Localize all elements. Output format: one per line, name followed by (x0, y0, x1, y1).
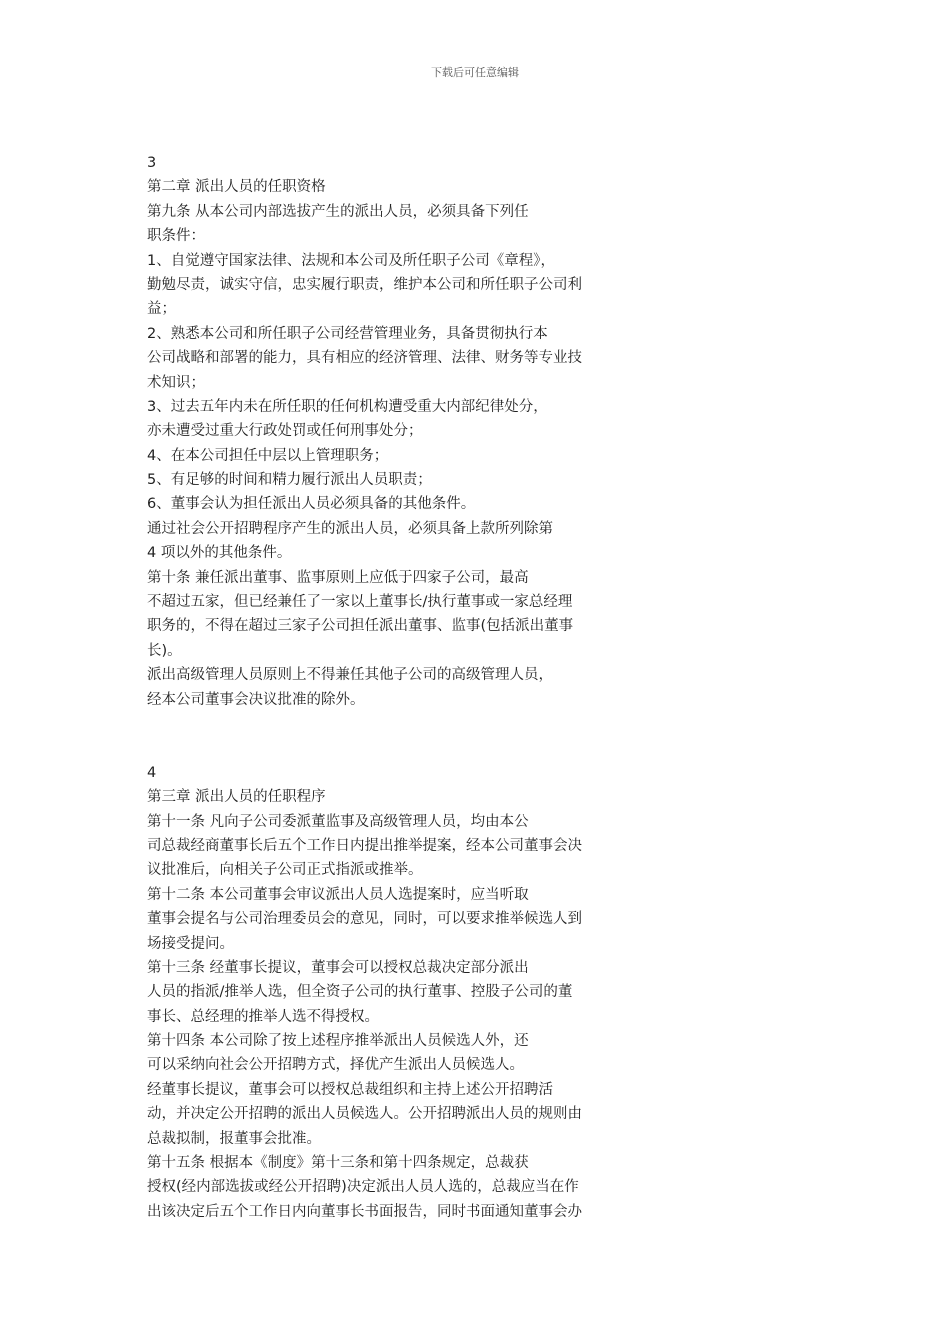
text-line: 不超过五家，但已经兼任了一家以上董事长/执行董事或一家总经理 (147, 594, 573, 611)
text-line: 董事会提名与公司治理委员会的意见，同时，可以要求推举候选人到 (147, 911, 582, 928)
text-line: 职务的，不得在超过三家子公司担任派出董事、监事(包括派出董事 (147, 618, 574, 635)
text-line: 勤勉尽责，诚实守信，忠实履行职责，维护本公司和所任职子公司利 (147, 276, 582, 293)
text-line: 第十五条 根据本《制度》第十三条和第十四条规定，总裁获 (147, 1155, 529, 1172)
text-line: 司总裁经商董事长后五个工作日内提出推举提案，经本公司董事会决 (147, 837, 582, 854)
section-chapter-3 (147, 761, 667, 1224)
text-line: 4 项以外的其他条件。 (147, 545, 292, 562)
text-line: 授权(经内部选拔或经公开招聘)决定派出人员人选的，总裁应当在作 (147, 1179, 579, 1196)
text-line: 出该决定后五个工作日内向董事长书面报告，同时书面通知董事会办 (147, 1203, 582, 1220)
page-number: 3 (147, 155, 157, 171)
page-break-gap (147, 712, 667, 761)
text-line: 动，并决定公开招聘的派出人员候选人。公开招聘派出人员的规则由 (147, 1106, 582, 1123)
text-line: 总裁拟制，报董事会批准。 (147, 1130, 321, 1147)
text-line: 第三章 派出人员的任职程序 (147, 789, 326, 806)
text-line: 3、过去五年内未在所任职的任何机构遭受重大内部纪律处分， (147, 398, 548, 415)
text-line: 可以采纳向社会公开招聘方式，择优产生派出人员候选人。 (147, 1057, 524, 1074)
text-line: 公司战略和部署的能力，具有相应的经济管理、法律、财务等专业技 (147, 350, 582, 367)
text-line: 通过社会公开招聘程序产生的派出人员，必须具备上款所列除第 (147, 520, 553, 537)
text-line: 长)。 (147, 642, 182, 659)
page-number: 4 (147, 764, 157, 781)
text-line: 亦未遭受过重大行政处罚或任何刑事处分； (147, 423, 423, 440)
text-line: 经本公司董事会决议批准的除外。 (147, 691, 365, 708)
page-header: 下载后可任意编辑 (431, 66, 519, 79)
text-line: 职条件： (147, 228, 205, 245)
text-line: 4、在本公司担任中层以上管理职务； (147, 447, 389, 464)
text-line: 第十一条 凡向子公司委派董监事及高级管理人员，均由本公 (147, 813, 529, 830)
text-line: 第十三条 经董事长提议，董事会可以授权总裁决定部分派出 (147, 959, 529, 976)
text-line: 益； (147, 301, 176, 318)
text-line: 派出高级管理人员原则上不得兼任其他子公司的高级管理人员， (147, 667, 553, 684)
section-chapter-2 (147, 151, 667, 712)
text-line: 议批准后，向相关子公司正式指派或推举。 (147, 862, 423, 879)
text-line: 第二章 派出人员的任职资格 (147, 179, 326, 196)
text-line: 6、董事会认为担任派出人员必须具备的其他条件。 (147, 496, 476, 513)
text-line: 场接受提问。 (147, 935, 234, 952)
text-line: 第十条 兼任派出董事、监事原则上应低于四家子公司，最高 (147, 569, 529, 586)
text-line: 5、有足够的时间和精力履行派出人员职责； (147, 472, 432, 489)
text-line: 人员的指派/推举人选，但全资子公司的执行董事、控股子公司的董 (147, 984, 573, 1001)
text-line: 第九条 从本公司内部选拔产生的派出人员，必须具备下列任 (147, 203, 529, 220)
text-line: 第十四条 本公司除了按上述程序推举派出人员候选人外，还 (147, 1033, 529, 1050)
text-line: 1、自觉遵守国家法律、法规和本公司及所任职子公司《章程》， (147, 252, 555, 269)
text-line: 术知识； (147, 374, 205, 391)
text-line: 2、熟悉本公司和所任职子公司经营管理业务，具备贯彻执行本 (147, 325, 548, 342)
document-body (147, 151, 667, 1224)
text-line: 第十二条 本公司董事会审议派出人员人选提案时，应当听取 (147, 886, 529, 903)
text-line: 经董事长提议，董事会可以授权总裁组织和主持上述公开招聘活 (147, 1081, 553, 1098)
text-line: 事长、总经理的推举人选不得授权。 (147, 1008, 379, 1025)
